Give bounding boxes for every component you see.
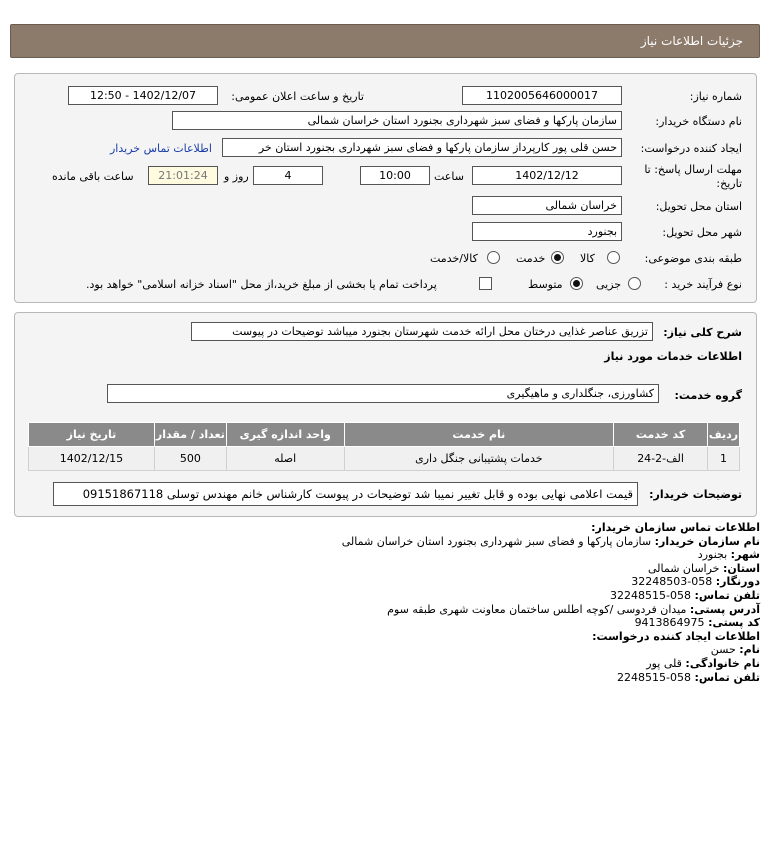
deadline-label: مهلت ارسال پاسخ: تا [644,163,742,176]
contact-city: بجنورد [697,548,728,562]
contact-address: میدان فردوسی /کوچه اطلس ساختمان معاونت شهری طبقه سوم [387,602,687,616]
contact-fax: 058-32248503 [631,575,713,589]
contact-city-label: شهر: [730,548,760,562]
process-minor-radio[interactable] [628,277,641,290]
creator-phone: 058-2248515 [617,670,692,684]
col-need-date: تاریخ نیاز [29,423,155,447]
process-medium-label: متوسط [528,278,563,291]
contact-postal-label: کد پستی: [708,616,760,630]
category-service-label: خدمت [516,252,546,265]
summary-label: شرح کلی نیاز: [663,326,742,339]
deadline-date-field[interactable]: 1402/12/12 [472,166,622,185]
col-unit: واحد اندازه گیری [226,423,344,447]
buyer-contact-link[interactable]: اطلاعات تماس خریدار [110,142,212,155]
contact-phone: 058-32248515 [610,588,692,602]
summary-field[interactable]: تزریق عناصر غذایی درختان محل ارائه خدمت شهرستان بجنورد میباشد توضیحات در پیوست [191,322,653,341]
deadline-time-field[interactable]: 10:00 [360,166,430,185]
contact-info [10,521,760,684]
remaining-time-field: 21:01:24 [148,166,218,185]
category-goods-label: کالا [580,252,595,265]
days-label: روز و [224,170,249,183]
col-service-name: نام خدمت [344,423,614,447]
category-goods-radio[interactable] [607,251,620,264]
process-medium-radio[interactable] [570,277,583,290]
city-label: شهر محل تحویل: [662,226,742,239]
table-row[interactable] [29,447,740,471]
creator-family: قلی پور [646,656,682,670]
col-quantity: تعداد / مقدار [154,423,226,447]
treasury-payment-checkbox[interactable] [479,277,492,290]
creator-name: حسن [710,643,736,657]
need-number-field[interactable]: 1102005646000017 [462,86,622,105]
creator-info-heading: اطلاعات ایجاد کننده درخواست: [592,629,760,643]
province-label: استان محل تحویل: [655,200,742,213]
row-quantity: 500 [154,447,226,471]
service-group-label: گروه خدمت: [674,389,742,402]
contact-phone-label: تلفن تماس: [694,588,760,602]
table-header-row [29,423,740,447]
creator-field[interactable]: حسن قلی پور کارپرداز سازمان پارکها و فضای سبز شهرداری بجنورد استان خر [222,138,622,157]
contact-org: سازمان پارکها و فضای سبز شهرداری بجنورد استان خراسان شمالی [341,534,652,548]
page-title: جزئیات اطلاعات نیاز [640,34,743,48]
request-info-panel [14,73,757,303]
buyer-org-field[interactable]: سازمان پارکها و فضای سبز شهرداری بجنورد استان خراسان شمالی [172,111,622,130]
days-remaining-field[interactable]: 4 [253,166,323,185]
row-need-date: 1402/12/15 [29,447,155,471]
contact-province-label: استان: [723,561,760,575]
category-goods-service-label: کالا/خدمت [430,252,478,265]
buyer-notes-label: توضیحات خریدار: [649,488,742,501]
treasury-payment-note: پرداخت تمام یا بخشی از مبلغ خرید،از محل "اسناد خزانه اسلامی" خواهد بود. [86,278,437,291]
col-service-code: کد خدمت [614,423,708,447]
services-table [28,422,740,471]
creator-phone-label: تلفن تماس: [694,670,760,684]
creator-name-label: نام: [739,643,760,657]
announce-date-label: تاریخ و ساعت اعلان عمومی: [231,90,364,103]
contact-org-label: نام سازمان خریدار: [654,534,760,548]
creator-family-label: نام خانوادگی: [685,656,760,670]
service-group-field[interactable]: کشاورزی، جنگلداری و ماهیگیری [107,384,659,403]
remaining-time-label: ساعت باقی مانده [52,170,134,183]
province-field[interactable]: خراسان شمالی [472,196,622,215]
contact-province: خراسان شمالی [647,561,720,575]
announce-date-field[interactable]: 1402/12/07 - 12:50 [68,86,218,105]
city-field[interactable]: بجنورد [472,222,622,241]
category-service-radio[interactable] [551,251,564,264]
services-heading: اطلاعات خدمات مورد نیاز [604,350,742,363]
contact-heading: اطلاعات تماس سازمان خریدار: [591,521,760,534]
row-index: 1 [708,447,740,471]
buyer-notes-field[interactable]: قیمت اعلامی نهایی بوده و قابل تغییر نمیبا شد توضیحات در پیوست کارشناس خانم مهندس توسلی 09151867118 [53,482,638,506]
category-goods-service-radio[interactable] [487,251,500,264]
process-label: نوع فرآیند خرید : [664,278,742,291]
need-number-label: شماره نیاز: [689,90,742,103]
col-row: ردیف [708,423,740,447]
buyer-org-label: نام دستگاه خریدار: [655,115,742,128]
contact-fax-label: دورنگار: [715,575,760,589]
category-label: طبقه بندی موضوعی: [644,252,742,265]
contact-postal: 9413864975 [634,616,705,630]
row-service-code: الف-2-24 [614,447,708,471]
deadline-date-label: تاریخ: [716,177,742,190]
row-service-name: خدمات پشتیبانی جنگل داری [344,447,614,471]
deadline-time-label: ساعت [434,170,464,183]
creator-label: ایجاد کننده درخواست: [640,142,742,155]
row-unit: اصله [226,447,344,471]
contact-address-label: آدرس پستی: [689,602,760,616]
process-minor-label: جزیی [596,278,622,291]
page-header [10,24,760,58]
